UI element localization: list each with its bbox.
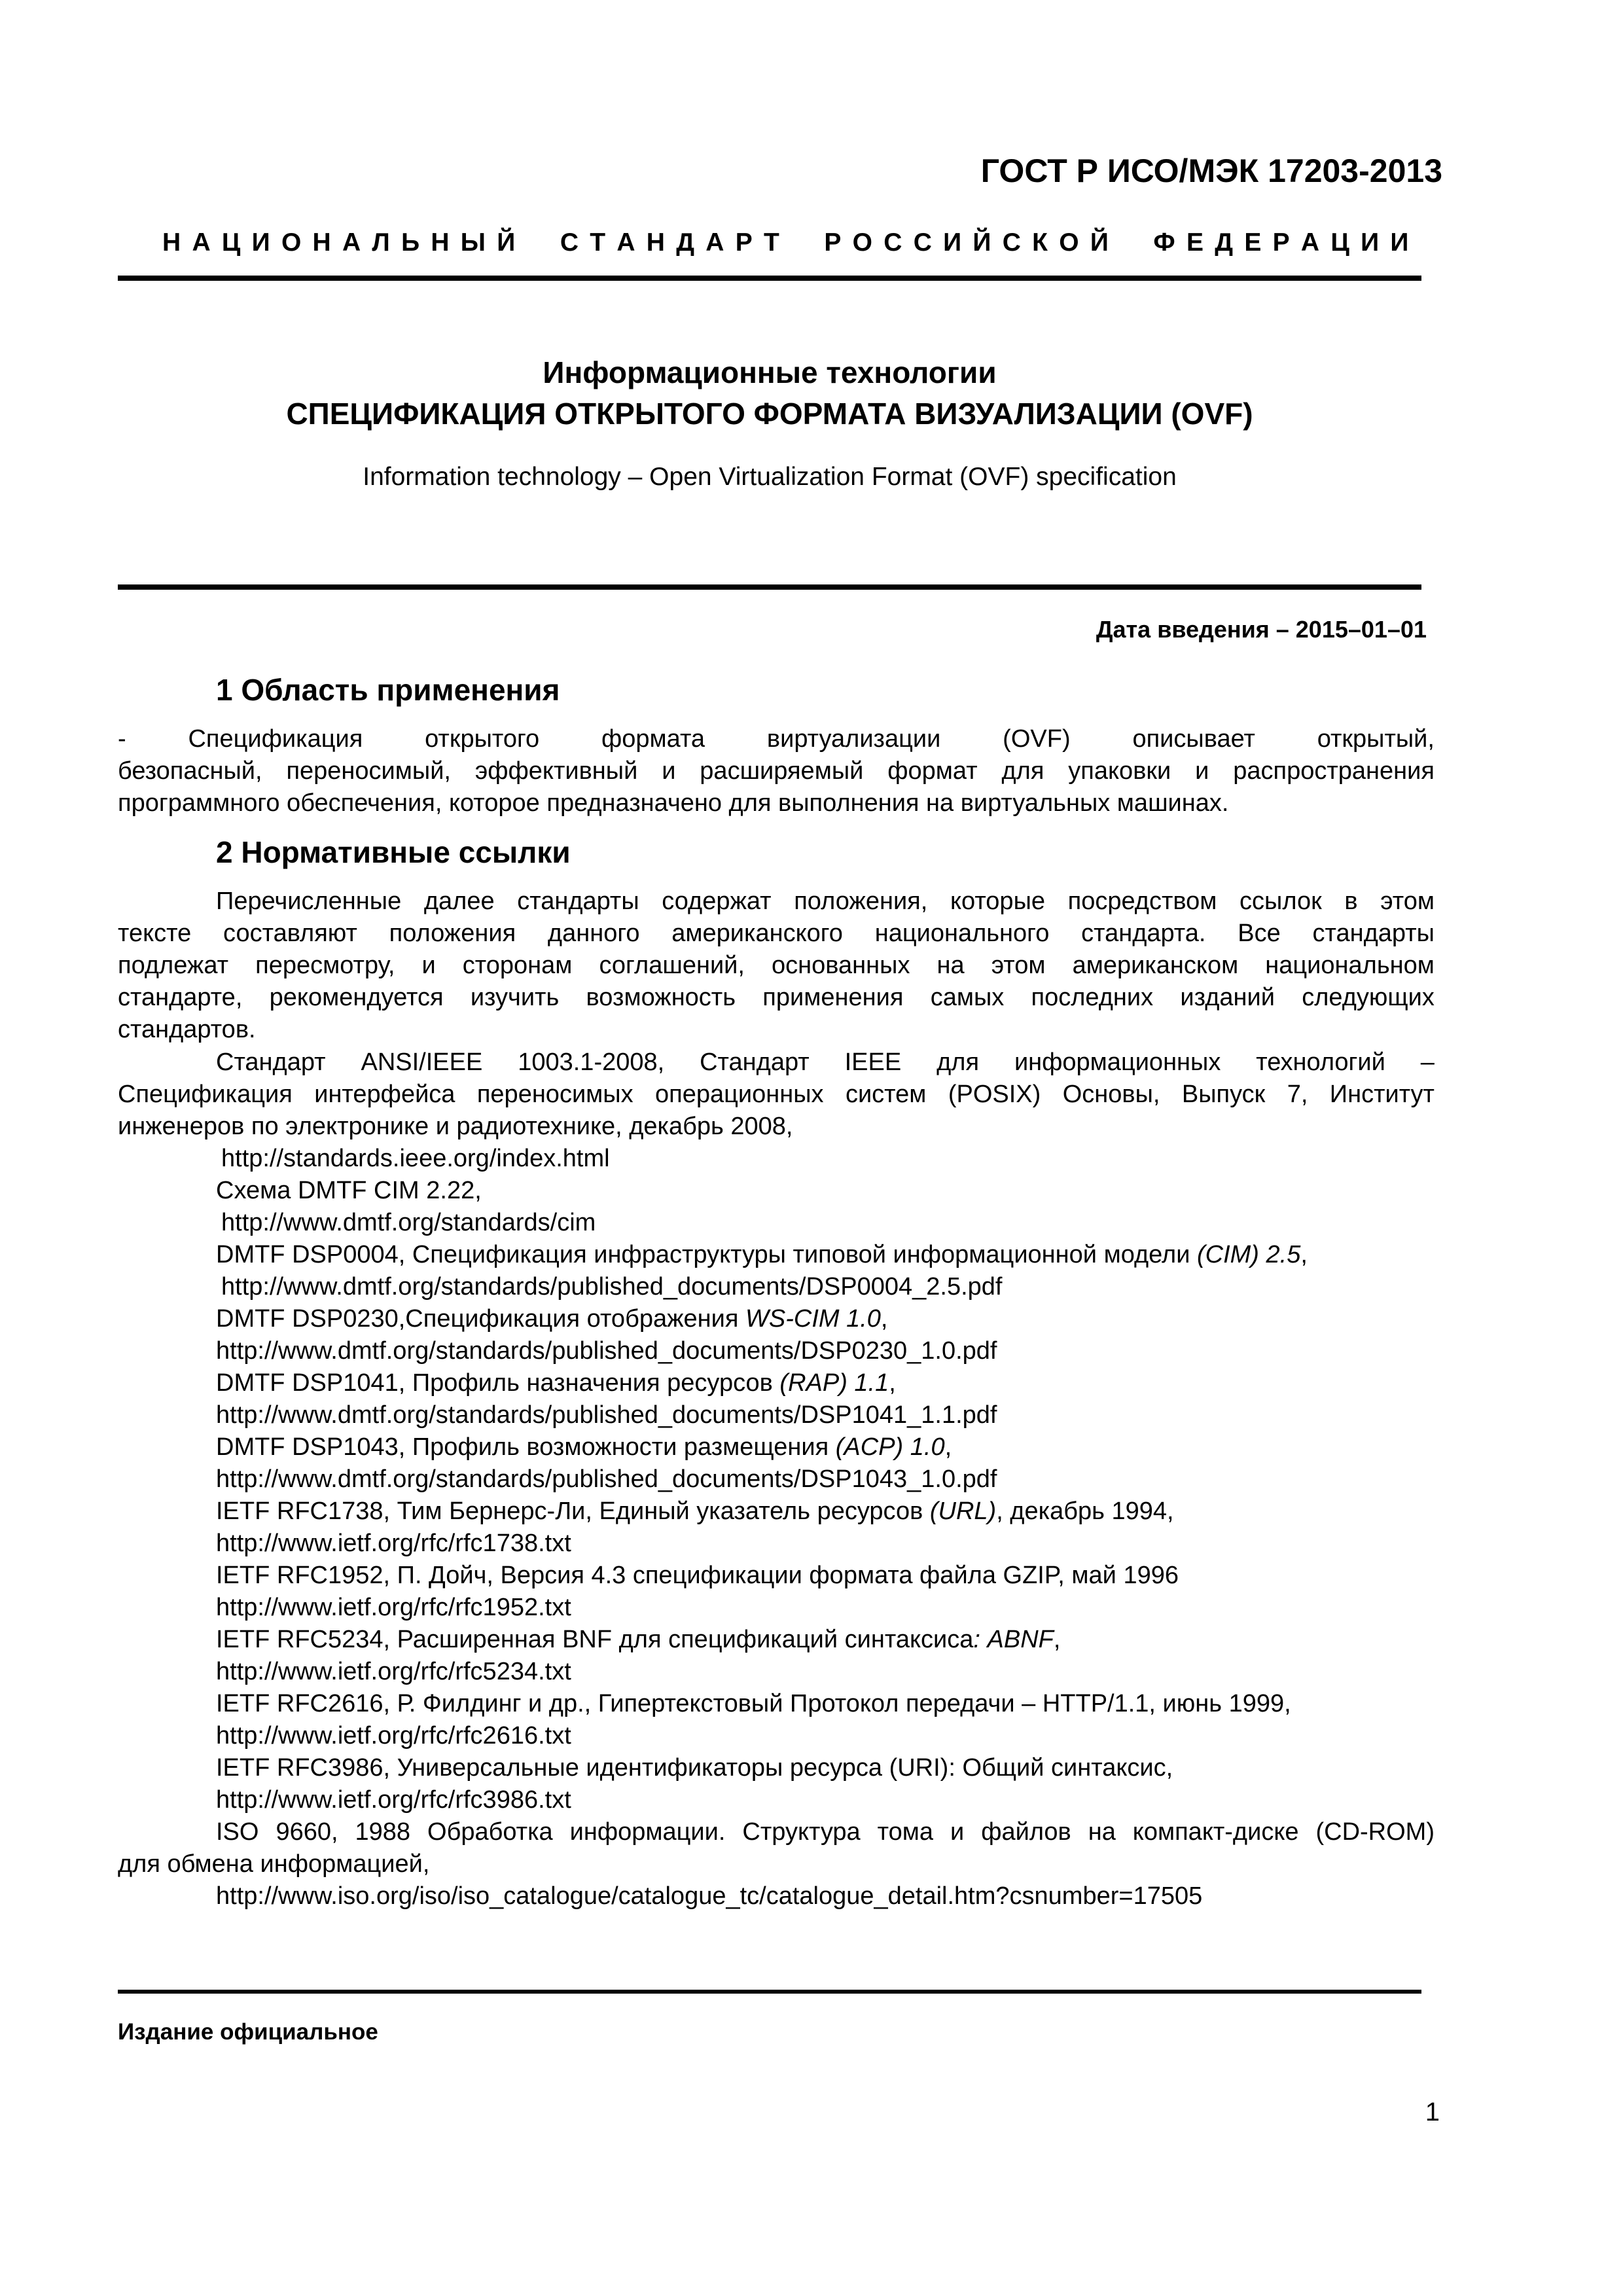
word: IEEE — [844, 1049, 902, 1076]
word: упаковки — [1068, 757, 1171, 785]
word: для — [1001, 757, 1044, 785]
banner-word-gap — [527, 228, 549, 257]
ansi-line-1 — [118, 1047, 1435, 1079]
rfc1738-ref: IETF RFC1738, Тим Бернерс-Ли, Единый указатель ресурсов (URL), декабрь 1994, — [216, 1498, 1174, 1525]
banner-letter: Д — [1215, 228, 1234, 257]
banner-letter: Н — [646, 228, 665, 257]
word: этом — [1380, 888, 1435, 915]
word: Стандарт — [700, 1049, 810, 1076]
word: и — [950, 1818, 965, 1846]
banner-letter: Н — [312, 228, 331, 257]
word: виртуализации — [766, 725, 941, 753]
word: расширяемый — [700, 757, 864, 785]
banner-letter: Р — [824, 228, 842, 257]
word: формата — [601, 725, 705, 753]
word: безопасный, — [118, 757, 262, 785]
word: и — [1195, 757, 1209, 785]
ansi-url: http://standards.ieee.org/index.html — [221, 1145, 610, 1172]
footer-rule — [118, 1990, 1421, 1994]
refs-para-line-3 — [118, 950, 1435, 982]
word: Спецификация — [118, 1081, 293, 1108]
iso9660-line-1 — [118, 1816, 1435, 1848]
word: информации. — [569, 1818, 726, 1846]
word: американского — [671, 920, 843, 947]
word: далее — [423, 888, 495, 915]
word: - — [118, 725, 126, 753]
word: Спецификация — [188, 725, 363, 753]
page-number: 1 — [1425, 2098, 1440, 2126]
banner-letter: Ь — [401, 228, 420, 257]
word: на — [1088, 1818, 1116, 1846]
banner-letter: Й — [1090, 228, 1109, 257]
banner-letter: К — [1032, 228, 1048, 257]
rfc2616-url: http://www.ietf.org/rfc/rfc2616.txt — [216, 1722, 571, 1749]
word: американском — [1072, 952, 1239, 979]
section-1-paragraph — [118, 723, 1435, 819]
refs-para-line-1 — [118, 886, 1435, 918]
word: Институт — [1329, 1081, 1435, 1108]
rfc1952-url: http://www.ietf.org/rfc/rfc1952.txt — [216, 1594, 571, 1621]
word: стандарты — [517, 888, 639, 915]
word: национального — [874, 920, 1050, 947]
word: следующих — [1302, 984, 1435, 1011]
ansi-line-3: инженеров по электронике и радиотехнике, декабрь 2008, — [118, 1113, 793, 1140]
banner-letter: Ы — [460, 228, 486, 257]
word: технологий — [1256, 1049, 1385, 1076]
banner-letter: Л — [372, 228, 390, 257]
word: переносимых — [476, 1081, 633, 1108]
word: посредством — [1067, 888, 1217, 915]
word: национальном — [1265, 952, 1435, 979]
refs-para-line-4 — [118, 982, 1435, 1014]
gost-code: ГОСТ Р ИСО/МЭК 17203-2013 — [980, 152, 1442, 189]
banner-letter: Т — [764, 228, 779, 257]
word: пересмотру, — [255, 952, 395, 979]
banner-letter: Е — [1186, 228, 1204, 257]
dsp0230-ref: DMTF DSP0230,Спецификация отображения WS-CIM 1.0, — [216, 1305, 888, 1333]
banner-letter: Ф — [1153, 228, 1175, 257]
word: этом — [991, 952, 1046, 979]
word: – — [1420, 1049, 1435, 1076]
cim-url: http://www.dmtf.org/standards/cim — [221, 1209, 596, 1236]
word: самых — [930, 984, 1005, 1011]
dsp0230-url: http://www.dmtf.org/standards/published_documents/DSP0230_1.0.pdf — [216, 1337, 997, 1365]
banner-letter: О — [1059, 228, 1079, 257]
banner-letter: О — [852, 228, 872, 257]
section-2-paragraph — [118, 886, 1435, 1046]
word: переносимый, — [286, 757, 451, 785]
section-2-heading: 2 Нормативные ссылки — [216, 835, 571, 869]
word: и — [421, 952, 436, 979]
word: (CD-ROM) — [1315, 1818, 1435, 1846]
word: положения — [389, 920, 516, 947]
banner-letter: А — [192, 228, 211, 257]
dsp1041-ref: DMTF DSP1041, Профиль назначения ресурсов (RAP) 1.1, — [216, 1369, 896, 1397]
title-line-1: Информационные технологии — [543, 355, 997, 389]
banner-letter: И — [1361, 228, 1380, 257]
iso9660-line-2: для обмена информацией, — [118, 1850, 430, 1878]
word: открытого — [425, 725, 540, 753]
title-english: Information technology – Open Virtualization Format (OVF) specification — [363, 463, 1177, 491]
banner-word-gap — [791, 228, 813, 257]
word: 1003.1-2008, — [518, 1049, 665, 1076]
word: ISO — [216, 1818, 259, 1846]
word: стандарте, — [118, 984, 243, 1011]
word: стандарты — [1312, 920, 1435, 947]
title-line-2: СПЕЦИФИКАЦИЯ ОТКРЫТОГО ФОРМАТА ВИЗУАЛИЗАЦИИ (OVF) — [286, 397, 1253, 431]
word: подлежат — [118, 952, 229, 979]
word: соглашений, — [599, 952, 745, 979]
banner-letter: А — [1300, 228, 1320, 257]
word: распространения — [1233, 757, 1435, 785]
dsp0004-ref: DMTF DSP0004, Спецификация инфраструктуры типовой информационной модели (CIM) 2.5, — [216, 1241, 1308, 1268]
word: в — [1344, 888, 1358, 915]
word: на — [936, 952, 965, 979]
word: составляют — [223, 920, 357, 947]
word: 1988 — [355, 1818, 411, 1846]
word: применения — [762, 984, 904, 1011]
banner-letter: Н — [162, 228, 181, 257]
scope-line-1 — [118, 723, 1435, 755]
scope-line-2 — [118, 755, 1435, 787]
word: стандарта. — [1081, 920, 1206, 947]
national-standard-banner — [162, 228, 1409, 257]
word: которые — [950, 888, 1046, 915]
word: открытый, — [1317, 725, 1435, 753]
refs-para-line-2 — [118, 918, 1435, 950]
header-rule — [118, 276, 1421, 281]
banner-letter: Ц — [221, 228, 241, 257]
rfc5234-ref: IETF RFC5234, Расширенная BNF для спецификаций синтаксиса: ABNF, — [216, 1626, 1061, 1653]
reference-list — [118, 1047, 1435, 1912]
banner-letter: С — [560, 228, 579, 257]
cim-schema: Схема DMTF CIM 2.22, — [216, 1177, 482, 1204]
banner-letter: С — [1002, 228, 1021, 257]
banner-letter: Р — [1272, 228, 1290, 257]
word: (POSIX) — [948, 1081, 1041, 1108]
banner-letter: С — [883, 228, 902, 257]
banner-letter: А — [705, 228, 724, 257]
word: (OVF) — [1003, 725, 1071, 753]
word: изданий — [1180, 984, 1275, 1011]
word: файлов — [981, 1818, 1071, 1846]
word: Стандарт — [216, 1049, 326, 1076]
banner-letter: А — [342, 228, 361, 257]
word: 7, — [1287, 1081, 1308, 1108]
banner-letter: Ц — [1330, 228, 1349, 257]
banner-letter: Й — [972, 228, 991, 257]
word: формат — [887, 757, 978, 785]
rfc1738-url: http://www.ietf.org/rfc/rfc1738.txt — [216, 1530, 571, 1557]
word: для — [936, 1049, 980, 1076]
rfc2616-ref: IETF RFC2616, Р. Филдинг и др., Гипертекстовый Протокол передачи – HTTP/1.1, июнь 1999, — [216, 1690, 1291, 1717]
word: Структура — [742, 1818, 861, 1846]
banner-letter: И — [1390, 228, 1409, 257]
banner-letter: А — [616, 228, 635, 257]
intro-date: Дата введения – 2015–01–01 — [1096, 616, 1427, 643]
iso9660-url: http://www.iso.org/iso/iso_catalogue/catalogue_tc/catalogue_detail.htm?csnumber=17505 — [216, 1882, 1203, 1910]
dsp1043-url: http://www.dmtf.org/standards/published_documents/DSP1043_1.0.pdf — [216, 1465, 997, 1493]
banner-letter: И — [943, 228, 962, 257]
rfc3986-ref: IETF RFC3986, Универсальные идентификаторы ресурса (URI): Общий синтаксис, — [216, 1754, 1173, 1782]
dsp1041-url: http://www.dmtf.org/standards/published_documents/DSP1041_1.1.pdf — [216, 1401, 997, 1429]
banner-letter: Й — [497, 228, 516, 257]
banner-letter: О — [281, 228, 302, 257]
banner-letter: Е — [1244, 228, 1262, 257]
rfc1952-ref: IETF RFC1952, П. Дойч, Версия 4.3 спецификации формата файла GZIP, май 1996 — [216, 1562, 1179, 1589]
word: возможность — [586, 984, 736, 1011]
word: содержат — [662, 888, 772, 915]
word: Перечисленные — [216, 888, 402, 915]
ansi-line-2 — [118, 1079, 1435, 1111]
refs-para-line-5: стандартов. — [118, 1016, 256, 1043]
banner-word-gap — [1120, 228, 1142, 257]
word: описывает — [1132, 725, 1255, 753]
word: Основы, — [1062, 1081, 1160, 1108]
rfc3986-url: http://www.ietf.org/rfc/rfc3986.txt — [216, 1786, 571, 1814]
section-1-heading: 1 Область применения — [216, 673, 560, 707]
banner-letter: И — [251, 228, 270, 257]
title-rule — [118, 584, 1421, 590]
banner-letter: Н — [431, 228, 450, 257]
word: информационных — [1014, 1049, 1221, 1076]
word: систем — [845, 1081, 927, 1108]
banner-letter: С — [913, 228, 932, 257]
scope-line-3: программного обеспечения, которое предназначено для выполнения на виртуальных машинах. — [118, 789, 1229, 817]
edition-label: Издание официальное — [118, 2019, 378, 2045]
word: данного — [547, 920, 640, 947]
dsp1043-ref: DMTF DSP1043, Профиль возможности размещения (ACP) 1.0, — [216, 1433, 952, 1461]
banner-letter: Д — [676, 228, 695, 257]
rfc5234-url: http://www.ietf.org/rfc/rfc5234.txt — [216, 1658, 571, 1685]
word: тексте — [118, 920, 192, 947]
banner-letter: Т — [590, 228, 606, 257]
word: Выпуск — [1181, 1081, 1266, 1108]
word: интерфейса — [314, 1081, 455, 1108]
word: сторонам — [462, 952, 573, 979]
word: операционных — [655, 1081, 824, 1108]
word: тома — [877, 1818, 934, 1846]
word: ссылок — [1240, 888, 1322, 915]
word: компакт-диске — [1132, 1818, 1299, 1846]
word: изучить — [470, 984, 560, 1011]
word: Обработка — [427, 1818, 553, 1846]
word: положения, — [794, 888, 928, 915]
word: основанных — [772, 952, 910, 979]
word: ANSI/IEEE — [361, 1049, 483, 1076]
word: и — [662, 757, 676, 785]
word: последних — [1031, 984, 1154, 1011]
banner-letter: Р — [735, 228, 753, 257]
word: 9660, — [276, 1818, 338, 1846]
dsp0004-url: http://www.dmtf.org/standards/published_documents/DSP0004_2.5.pdf — [221, 1273, 1003, 1300]
word: эффективный — [474, 757, 638, 785]
word: рекомендуется — [269, 984, 444, 1011]
word: Все — [1238, 920, 1281, 947]
